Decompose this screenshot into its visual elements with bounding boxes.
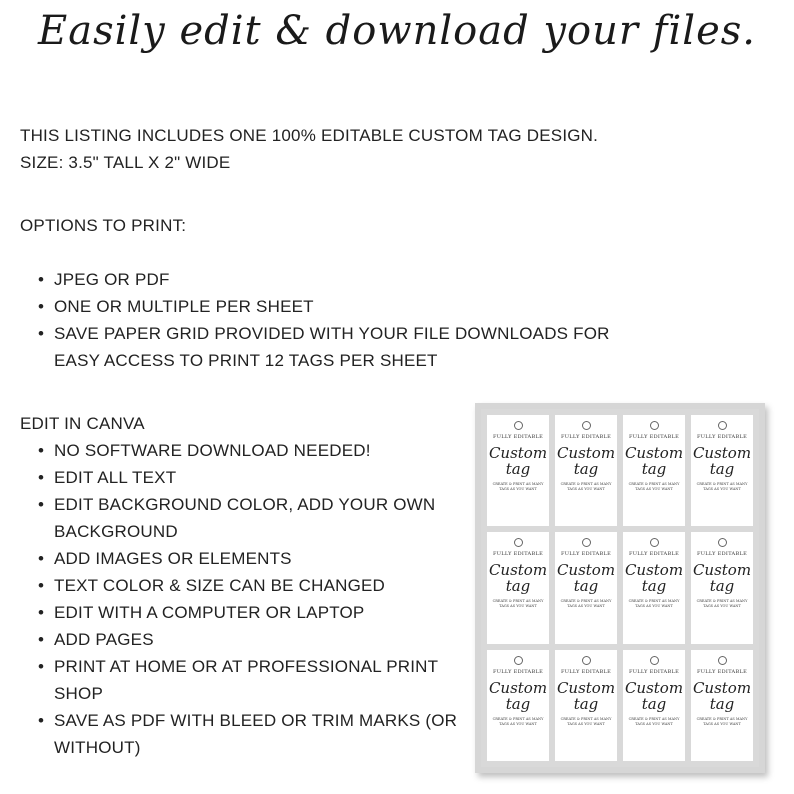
tag-top-text: FULLY EDITABLE (492, 551, 544, 558)
tag-script-line-1: Custom (556, 561, 616, 580)
tag-script-line-2: tag (505, 577, 531, 596)
tag-top-text: FULLY EDITABLE (696, 434, 748, 440)
print-options-list (20, 266, 640, 374)
tag-script-line-2: tag (505, 694, 531, 713)
tag-bottom-text: CREATE & PRINT AS MANY TAGS AS YOU WANT (628, 716, 680, 726)
tag-script-line-1: Custom (488, 444, 548, 462)
tag-card (487, 650, 549, 761)
tag-bottom-text: CREATE & PRINT AS MANY TAGS AS YOU WANT (560, 716, 612, 726)
tag-card (691, 415, 753, 526)
tag-bottom-text: CREATE & PRINT AS MANY TAGS AS YOU WANT (696, 599, 748, 609)
tag-script-line-1: Custom (488, 678, 548, 697)
tag-hole-icon (718, 656, 727, 665)
tag-script-line-2: tag (709, 577, 735, 596)
tag-top-text: FULLY EDITABLE (696, 668, 748, 675)
tag-script-line-1: Custom (556, 444, 616, 462)
list-item: • EDIT ALL TEXT (20, 464, 470, 491)
tag-script-line-2: tag (709, 694, 735, 713)
tag-top-text: FULLY EDITABLE (628, 668, 680, 675)
tag-hole-icon (514, 656, 523, 665)
tag-hole-icon (650, 538, 659, 547)
tag-bottom-text: CREATE & PRINT AS MANY TAGS AS YOU WANT (628, 482, 680, 491)
list-item: • SAVE AS PDF WITH BLEED OR TRIM MARKS (OR WITHOUT) (20, 707, 470, 761)
tag-script-line-1: Custom (488, 561, 548, 580)
tag-top-text: FULLY EDITABLE (492, 434, 544, 440)
tag-card (555, 650, 617, 761)
tag-hole-icon (582, 538, 591, 547)
tag-script-line-1: Custom (692, 561, 752, 580)
tag-bottom-text: CREATE & PRINT AS MANY TAGS AS YOU WANT (696, 482, 748, 491)
list-item: • PRINT AT HOME OR AT PROFESSIONAL PRINT SHOP (20, 653, 470, 707)
tag-hole-icon (582, 656, 591, 665)
tag-bottom-text: CREATE & PRINT AS MANY TAGS AS YOU WANT (696, 716, 748, 726)
tag-hole-icon (514, 421, 523, 430)
tag-hole-icon (514, 538, 523, 547)
list-item: • ADD PAGES (20, 626, 470, 653)
intro-line-1: THIS LISTING INCLUDES ONE 100% EDITABLE CUSTOM TAG DESIGN. (20, 126, 599, 145)
tag-script-line-2: tag (573, 460, 599, 478)
tag-card (623, 415, 685, 526)
tag-top-text: FULLY EDITABLE (560, 668, 612, 675)
intro-line-2: SIZE: 3.5" TALL X 2" WIDE (20, 153, 231, 172)
list-item: • ADD IMAGES OR ELEMENTS (20, 545, 470, 572)
tag-top-text: FULLY EDITABLE (696, 551, 748, 558)
tag-card (555, 415, 617, 526)
list-item: • JPEG OR PDF (20, 266, 640, 293)
tag-script-line-2: tag (641, 694, 667, 713)
tag-script-line-1: Custom (556, 678, 616, 697)
list-item: • NO SOFTWARE DOWNLOAD NEEDED! (20, 437, 470, 464)
tag-script-line-1: Custom (692, 444, 752, 462)
tag-bottom-text: CREATE & PRINT AS MANY TAGS AS YOU WANT (492, 716, 544, 726)
print-options-heading: OPTIONS TO PRINT: (20, 216, 187, 235)
intro-block (20, 122, 720, 176)
tag-script-line-2: tag (573, 694, 599, 713)
canva-list (20, 437, 470, 761)
tag-bottom-text: CREATE & PRINT AS MANY TAGS AS YOU WANT (560, 599, 612, 609)
tag-bottom-text: CREATE & PRINT AS MANY TAGS AS YOU WANT (628, 599, 680, 609)
tag-card (487, 415, 549, 526)
tag-top-text: FULLY EDITABLE (560, 434, 612, 440)
list-item: • TEXT COLOR & SIZE CAN BE CHANGED (20, 572, 470, 599)
tag-bottom-text: CREATE & PRINT AS MANY TAGS AS YOU WANT (492, 599, 544, 609)
tag-script-line-2: tag (505, 460, 531, 478)
tag-card (623, 532, 685, 643)
list-item: • ONE OR MULTIPLE PER SHEET (20, 293, 640, 320)
tag-script-line-2: tag (573, 577, 599, 596)
tag-sheet-preview (475, 403, 765, 773)
tag-script-line-1: Custom (624, 561, 684, 580)
list-item: • EDIT WITH A COMPUTER OR LAPTOP (20, 599, 470, 626)
list-item: • EDIT BACKGROUND COLOR, ADD YOUR OWN BACKGROUND (20, 491, 470, 545)
tag-script-line-1: Custom (624, 444, 684, 462)
tag-hole-icon (718, 538, 727, 547)
tag-card (691, 532, 753, 643)
tag-card (487, 532, 549, 643)
canva-heading: EDIT IN CANVA (20, 414, 145, 433)
tag-top-text: FULLY EDITABLE (560, 551, 612, 558)
tag-top-text: FULLY EDITABLE (492, 668, 544, 675)
tag-hole-icon (650, 421, 659, 430)
tag-top-text: FULLY EDITABLE (628, 434, 680, 440)
tag-hole-icon (718, 421, 727, 430)
tag-bottom-text: CREATE & PRINT AS MANY TAGS AS YOU WANT (560, 482, 612, 491)
tag-card (555, 532, 617, 643)
tag-card (691, 650, 753, 761)
canva-block (20, 410, 470, 761)
headline: Easily edit & download your files. (38, 8, 756, 54)
tag-script-line-1: Custom (692, 678, 752, 697)
tag-hole-icon (650, 656, 659, 665)
tag-hole-icon (582, 421, 591, 430)
list-item: • SAVE PAPER GRID PROVIDED WITH YOUR FILE DOWNLOADS FOR EASY ACCESS TO PRINT 12 TAGS PER SHEET (20, 320, 640, 374)
tag-script-line-1: Custom (624, 678, 684, 697)
tag-script-line-2: tag (709, 460, 735, 478)
tag-script-line-2: tag (641, 577, 667, 596)
tag-top-text: FULLY EDITABLE (628, 551, 680, 558)
tag-bottom-text: CREATE & PRINT AS MANY TAGS AS YOU WANT (492, 482, 544, 491)
print-options-block (20, 212, 640, 374)
tag-script-line-2: tag (641, 460, 667, 478)
tag-card (623, 650, 685, 761)
